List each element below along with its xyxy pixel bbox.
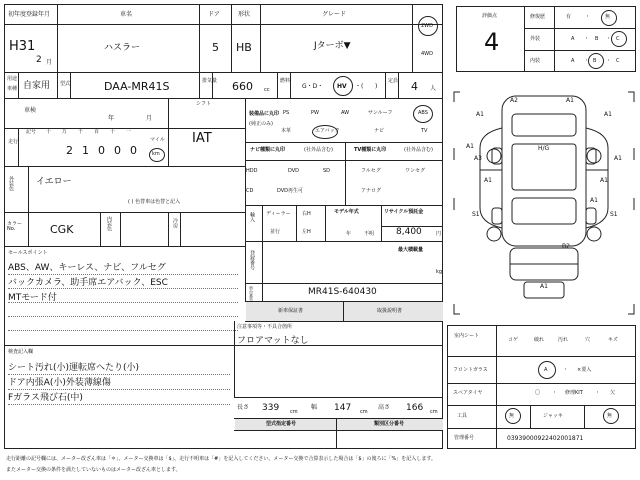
right-hand-option: 右H xyxy=(302,211,311,217)
capacity-label: 定員 xyxy=(388,78,399,84)
admin-value: 03939000922402001871 xyxy=(507,435,584,442)
spare-option: ・ xyxy=(552,390,558,396)
interior-option: ・ xyxy=(584,58,590,64)
usage-value: 自家用 xyxy=(23,81,51,91)
interior-option: B xyxy=(593,58,597,64)
interior-sheet-item: コゲ xyxy=(508,337,519,343)
tv-item: ワンセグ xyxy=(405,168,426,174)
equipment-sub: (純正のみ) xyxy=(249,121,273,127)
front-glass-option: ・ xyxy=(563,367,569,373)
shaken-month: 月 xyxy=(146,115,153,122)
mileage-digit: 0 xyxy=(130,144,137,157)
first-reg-label: 初年度登録年月 xyxy=(8,11,51,18)
shape-label: 形状 xyxy=(238,11,251,18)
mileage-digit: 2 xyxy=(66,144,73,157)
mileage-digit-header: 万 xyxy=(62,129,68,135)
length-unit: cm xyxy=(290,409,298,415)
damage-mark: A1 xyxy=(600,177,608,184)
height-value: 166 xyxy=(406,403,424,413)
fuel-options: G・D・ xyxy=(302,83,324,90)
interior-sheet-item: キズ xyxy=(608,337,618,343)
model-year-unit: 年 xyxy=(346,231,352,237)
mileage-digit-header: 百 xyxy=(94,129,100,135)
parallel-option: 並行 xyxy=(270,229,281,235)
recycle-value: 8,400 xyxy=(396,227,422,237)
sales-point-line: MTモード付 xyxy=(8,293,57,303)
equipment-item: PW xyxy=(311,110,319,116)
model-year-label: モデル年式 xyxy=(334,209,359,215)
equipment-label: 装備品に丸印 xyxy=(249,111,280,117)
fuel-paren-close: ) xyxy=(375,83,378,90)
left-hand-option: 左H xyxy=(302,229,311,235)
max-load-label: 最大積載量 xyxy=(398,247,424,253)
usage-sub: 車種 xyxy=(7,86,18,92)
import-label: 輸入 xyxy=(249,212,255,222)
shape-value: HB xyxy=(236,41,252,54)
damage-mark: A1 xyxy=(604,111,612,118)
type-label: 型式 xyxy=(60,81,71,87)
tv-item: フルセグ xyxy=(361,168,381,174)
damage-mark: A3 xyxy=(474,155,482,162)
footer-line-1: 走行距離の記号欄には、メーター改ざん車は「＊」、メーター交換車は「$」、走行不明車は「#」を記入してください。メーター交換で合算表示した場合は「$」の後ろに「%」を記入します。 xyxy=(6,456,436,462)
owners-manual: 取扱説明書 xyxy=(377,308,403,314)
interior-sheet-item: 破れ xyxy=(534,337,545,343)
navi-label: ナビ種類に丸印 xyxy=(250,147,286,153)
color-code: CGK xyxy=(50,223,74,236)
car-damage-map xyxy=(450,88,638,318)
capacity-value: 4 xyxy=(411,80,418,93)
interior-sheet-item: 汚れ xyxy=(558,337,569,343)
class-label: 類別区分番号 xyxy=(374,421,405,427)
mileage-digit: 0 xyxy=(98,144,105,157)
model-year-unknown: 不明 xyxy=(364,231,375,237)
equipment-item: サンルーフ xyxy=(368,110,393,116)
equipment-item: PS xyxy=(283,110,290,116)
score-label: 評価点 xyxy=(482,13,498,19)
mileage-unit-mile: マイル xyxy=(150,137,165,143)
width-unit: cm xyxy=(360,409,368,415)
damage-mark: A1 xyxy=(466,143,474,150)
mileage-digit-header: 千 xyxy=(78,129,84,135)
mileage-digit-header: 一 xyxy=(126,129,132,135)
model-name-label: 車名 xyxy=(120,11,133,18)
navi-sub: (社外品含む) xyxy=(304,147,333,153)
mileage-note-label: 記号 xyxy=(26,129,37,135)
equipment-item: エアバック xyxy=(315,128,340,134)
front-glass-label: フロントガラス xyxy=(453,367,488,373)
equipment-table xyxy=(447,325,636,449)
damage-mark: A1 xyxy=(476,111,484,118)
usage-label: 用途 xyxy=(7,76,18,82)
spare-option: ・ xyxy=(595,390,601,396)
damage-mark: S1 xyxy=(472,211,480,218)
navi-item: DVD再生可 xyxy=(277,188,304,194)
length-label: 長さ xyxy=(237,404,250,411)
navi-item: CD xyxy=(246,188,254,194)
recycle-unit: 円 xyxy=(436,231,442,237)
shaken-label: 車検 xyxy=(24,107,37,114)
exterior-label: 外装 xyxy=(530,36,541,42)
doors-label: ドア xyxy=(208,11,220,18)
interior-sheet-item: 穴 xyxy=(585,337,591,343)
damage-mark: A1 xyxy=(590,197,598,204)
damage-mark: A1 xyxy=(540,283,548,290)
displacement-unit: cc xyxy=(264,87,270,93)
capacity-unit: 人 xyxy=(430,85,437,92)
drive-4wd: 4WD xyxy=(421,51,433,57)
equipment-item: ABS xyxy=(418,110,428,116)
color-note: ( ) 色替車は色替と記入 xyxy=(128,199,181,205)
navi-item: DVD xyxy=(288,168,300,174)
mileage-digit-header: 十 xyxy=(110,129,116,135)
tv-sub: (社外品含む) xyxy=(404,147,433,153)
color-value: イエロー xyxy=(36,177,72,187)
fuel-label: 燃料 xyxy=(280,78,291,84)
footer-line-2: またメーター交換の条件を満たしていないものはメーター改ざん車とします。 xyxy=(6,467,181,473)
interior-option: A xyxy=(571,58,575,64)
interior-color-label: 内装色 xyxy=(106,216,112,231)
equipment-item: TV xyxy=(421,128,428,134)
car-outline-svg xyxy=(450,88,638,318)
displacement-value: 660 xyxy=(232,80,253,93)
length-value: 339 xyxy=(262,403,280,413)
aircon-label: 冷房 xyxy=(172,218,178,228)
damage-mark: A1 xyxy=(566,97,574,104)
repair-option: 無 xyxy=(605,14,611,20)
spare-label: スペアタイヤ xyxy=(453,390,483,396)
tools-label: 工具 xyxy=(457,413,468,419)
exterior-option: ・ xyxy=(606,36,612,42)
sales-points-label: セールスポイント xyxy=(8,250,48,256)
exterior-option: B xyxy=(595,36,599,42)
interior-option: ・ xyxy=(606,58,612,64)
fuel-selected: HV xyxy=(337,83,347,90)
mileage-side-label: 走行 xyxy=(8,139,19,145)
chassis-value: MR41S-640430 xyxy=(308,287,377,297)
drive-2wd: 2WD xyxy=(421,23,433,29)
type-value: DAA-MR41S xyxy=(104,80,170,93)
color-code-label: カラー No. xyxy=(7,221,23,232)
sales-point-line: バックカメラ、助手席エアバック、ESC xyxy=(8,278,168,288)
repair-option: 有 xyxy=(566,14,572,20)
exterior-option: ・ xyxy=(584,36,590,42)
tv-item: アナログ xyxy=(361,188,382,194)
reg-number-label: 登録番号 xyxy=(249,250,255,270)
score-value: 4 xyxy=(484,28,500,56)
spare-option: 〇 xyxy=(535,390,541,396)
interior-grade-label: 内装 xyxy=(530,58,541,64)
damage-mark: H/G xyxy=(538,145,550,152)
displacement-label: 排気量 xyxy=(202,78,218,84)
admin-label: 管理番号 xyxy=(454,435,475,441)
chassis-label: 車台番号 xyxy=(249,286,254,302)
mileage-digit: 0 xyxy=(114,144,121,157)
exterior-option: C xyxy=(616,36,620,42)
doors-value: 5 xyxy=(212,41,219,54)
jack-label: ジャッキ xyxy=(543,413,563,419)
damage-mark: A1 xyxy=(484,177,492,184)
first-reg-era: H31 xyxy=(9,39,36,54)
shift-value: IAT xyxy=(192,131,212,146)
month-unit: 月 xyxy=(46,59,53,66)
exterior-option: A xyxy=(571,36,575,42)
interior-option: C xyxy=(616,58,620,64)
repair-label: 修復歴 xyxy=(530,14,546,20)
grade-label: グレード xyxy=(322,11,347,18)
repair-option: ・ xyxy=(585,14,591,20)
damage-mark: S1 xyxy=(610,211,618,218)
new-car-warranty: 新車保証書 xyxy=(278,308,304,314)
front-glass-option: A xyxy=(544,367,548,373)
caution-text: フロアマットなし xyxy=(237,336,309,346)
inspector-note-line: ドア内張A(小)外装薄線傷 xyxy=(8,378,111,388)
width-label: 幅 xyxy=(311,404,318,411)
color-label: 外装色 xyxy=(8,176,14,191)
width-value: 147 xyxy=(334,403,352,413)
shaken-year: 年 xyxy=(108,115,115,122)
grade-value: Jターボ▼ xyxy=(314,41,351,51)
front-glass-option: ×要入 xyxy=(577,367,592,373)
spare-option: 修理KIT xyxy=(565,390,583,396)
navi-item: SD xyxy=(323,168,331,174)
max-load-unit: kg xyxy=(436,269,443,275)
jack-value: 無 xyxy=(607,413,613,419)
mileage-unit-km: km xyxy=(152,151,160,157)
first-reg-month: 2 xyxy=(36,55,42,65)
equipment-item: AW xyxy=(341,110,350,116)
tools-value: 無 xyxy=(509,413,515,419)
spare-option: 欠 xyxy=(610,390,616,396)
caution-label: 注意事項等・不具合箇所 xyxy=(237,324,293,330)
inspector-note-line: Fガラス飛び石(中) xyxy=(8,393,83,403)
damage-mark: A1 xyxy=(614,155,622,162)
dealer-option: ディーラー xyxy=(266,211,291,217)
fuel-paren: ・( xyxy=(355,83,364,90)
mileage-digit: 1 xyxy=(82,144,89,157)
damage-mark: A2 xyxy=(510,97,518,104)
height-unit: cm xyxy=(430,409,438,415)
damage-mark: B2 xyxy=(562,243,570,250)
recycle-label: リサイクル預託金 xyxy=(384,209,424,215)
interior-sheet-label: 室内シート xyxy=(454,333,480,339)
equipment-item: 本革 xyxy=(281,128,292,134)
inspector-label: 検査記入欄 xyxy=(8,349,34,355)
equipment-item: ナビ xyxy=(374,128,385,134)
shift-label: シフト xyxy=(196,101,212,107)
height-label: 高さ xyxy=(378,404,391,411)
tv-label: TV種類に丸印 xyxy=(354,147,387,153)
inspector-note-line: シート汚れ(小)運転席へたり(小) xyxy=(8,363,140,373)
sales-point-line: ABS、AW、キーレス、ナビ、フルセグ xyxy=(8,263,166,273)
mileage-digit-header: 十 xyxy=(46,129,52,135)
type-spec-label: 型式指定番号 xyxy=(266,421,297,427)
model-name: ハスラー xyxy=(104,43,141,53)
navi-item: HDD xyxy=(246,168,258,174)
